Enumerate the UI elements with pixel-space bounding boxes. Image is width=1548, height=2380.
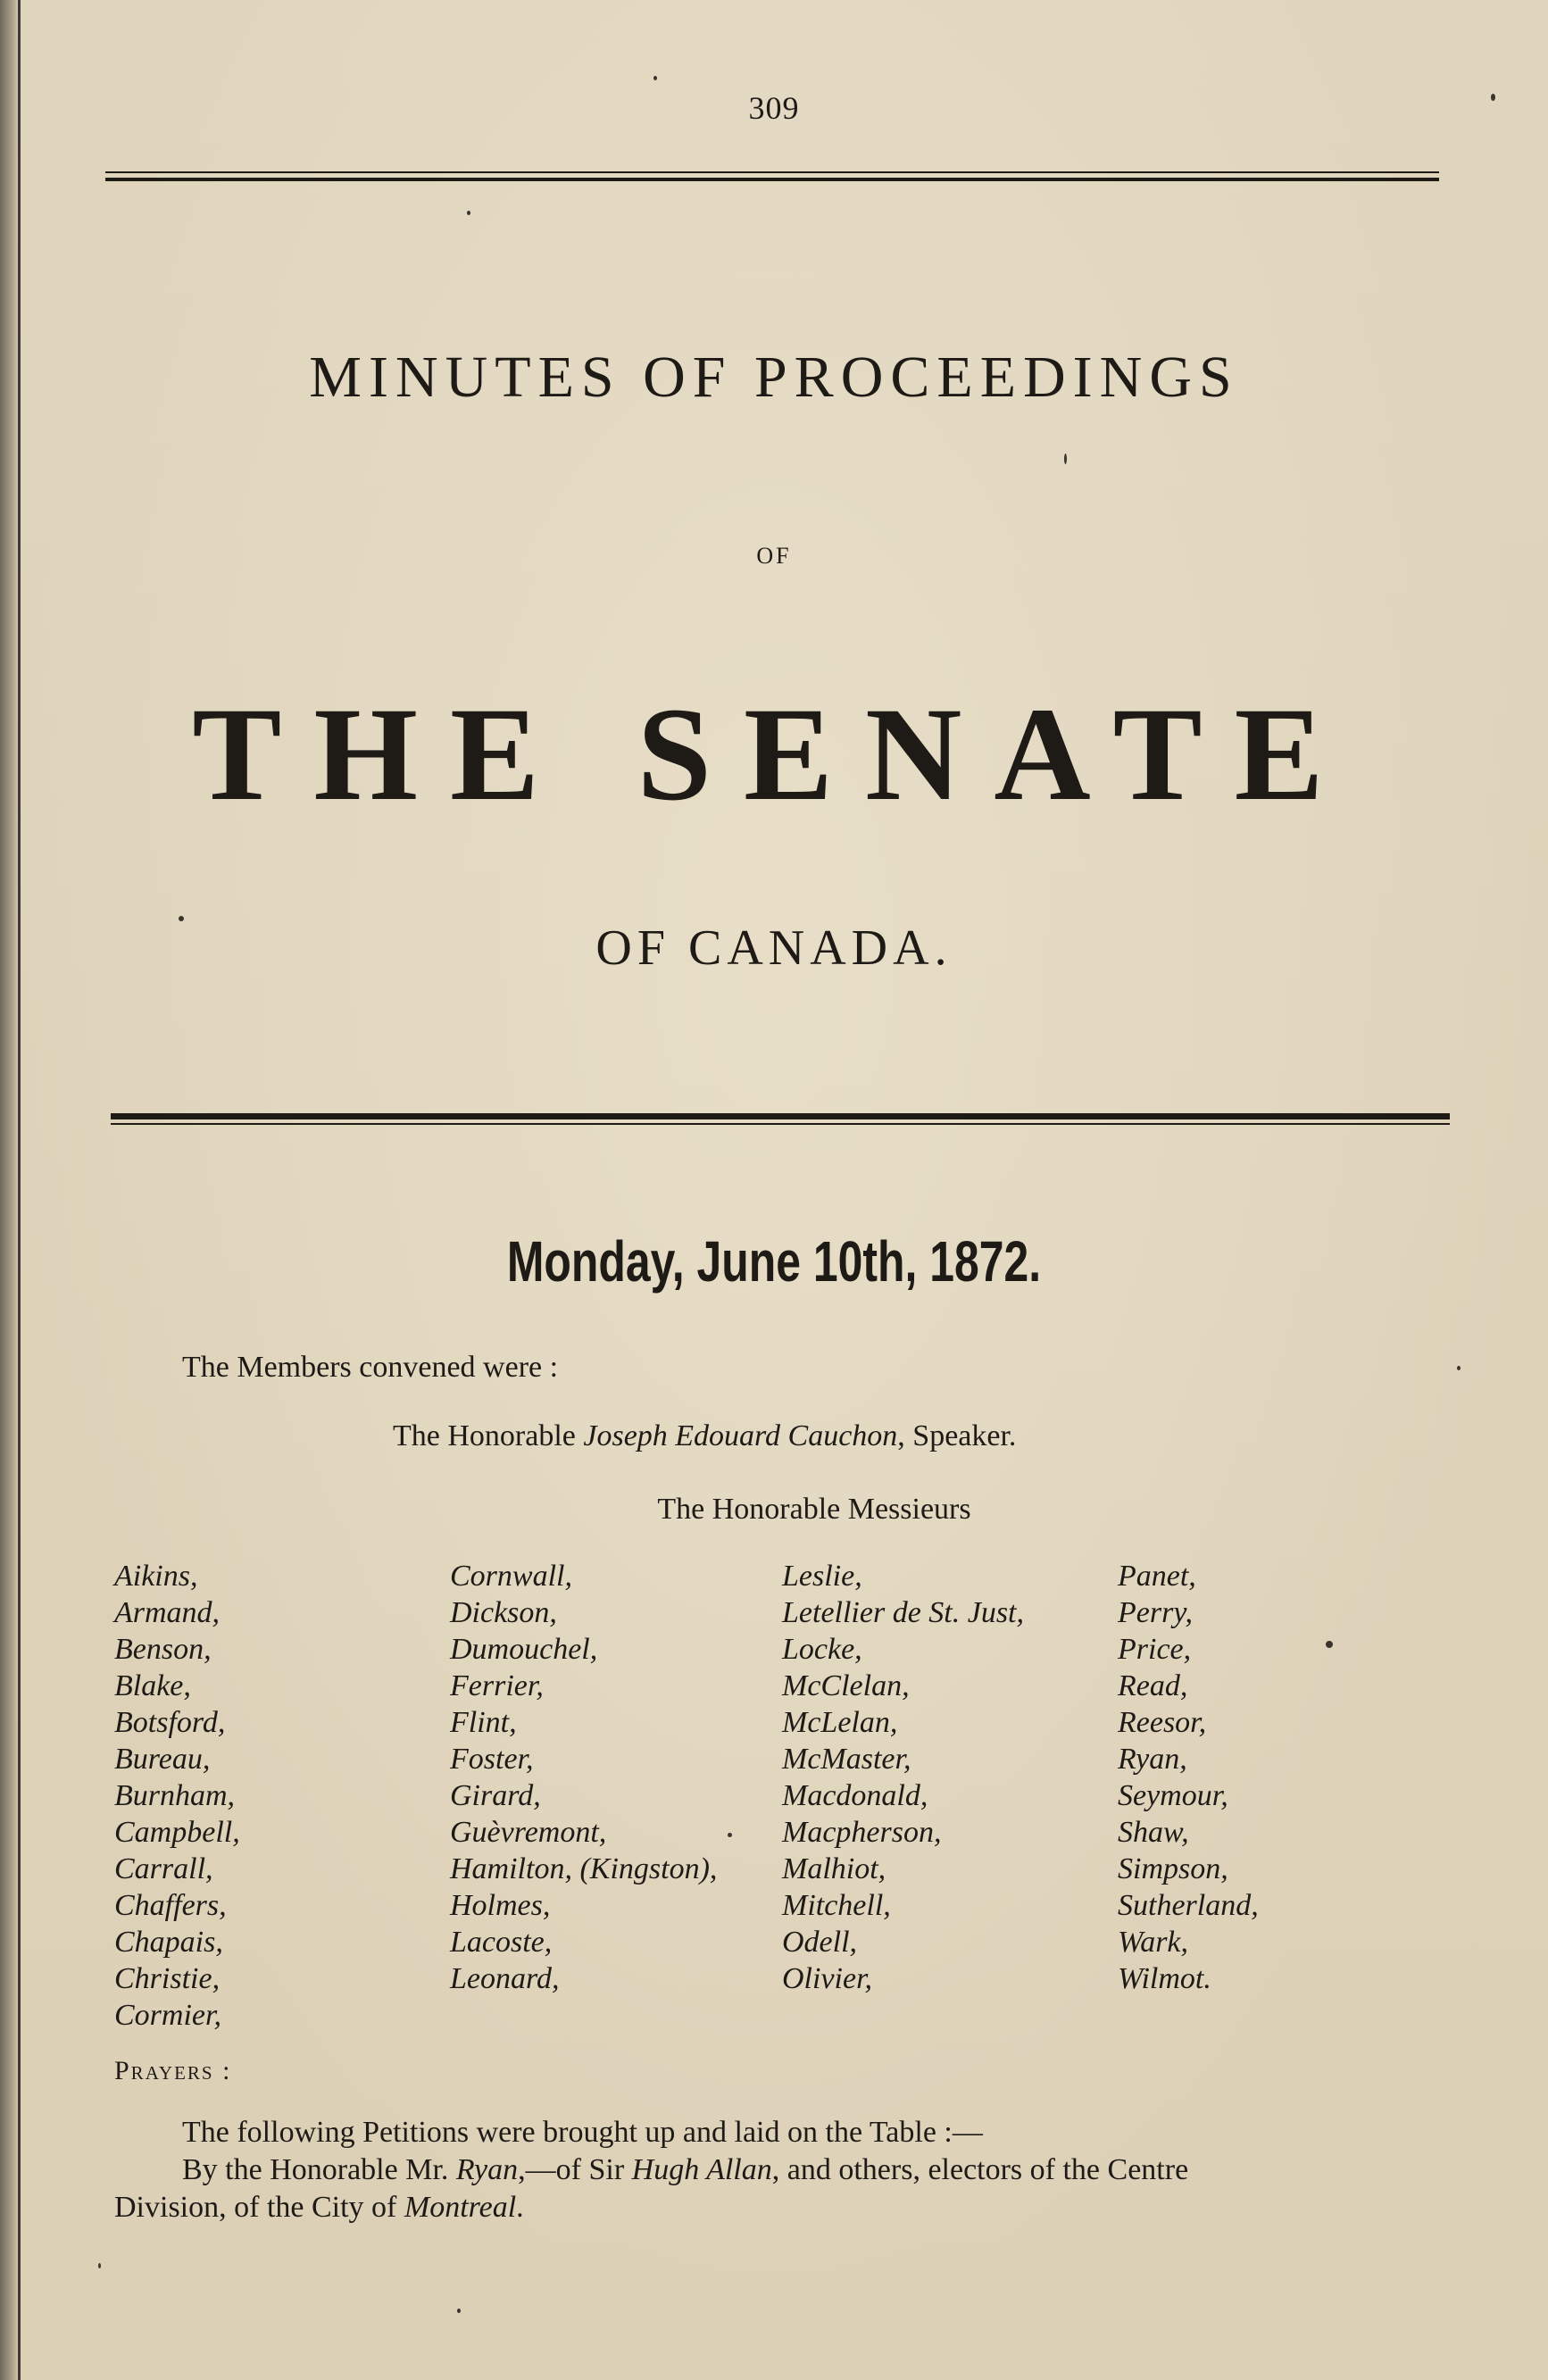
top-rule-thin [105,171,1439,173]
member-name: Christie, [114,1962,221,1995]
member-name: Ferrier, [450,1669,544,1702]
member-name: Olivier, [782,1962,873,1995]
member-name: Benson, [114,1633,212,1666]
members-column-2 [450,1558,717,1997]
member-name: Cornwall, [450,1560,572,1593]
speaker-name: Joseph Edouard Cauchon [583,1419,898,1452]
member-name: Reesor, [1118,1706,1207,1739]
member-name: McLelan, [782,1706,898,1739]
member-name: Chapais, [114,1926,223,1959]
member-name: McClelan, [782,1669,910,1702]
title-bottom-rule [111,1113,1450,1119]
members-column-3 [782,1558,1024,1997]
title-minutes-of-proceedings: MINUTES OF PROCEEDINGS [309,345,1239,410]
petition-text: , and others, electors of the Centre [771,2153,1189,2186]
title-bottom-rule-hairline [111,1123,1450,1125]
member-name: Mitchell, [782,1889,891,1922]
paper-speck [1491,94,1495,101]
member-name: Girard, [450,1779,541,1812]
member-name: Perry, [1118,1596,1194,1629]
petition-text: Division, of the City of [114,2191,404,2224]
paper-speck [457,2309,461,2313]
prayers-heading: Prayers : [114,2056,232,2085]
paper-speck [653,76,657,80]
member-name: Macpherson, [782,1816,942,1849]
member-name: Aikins, [114,1560,198,1593]
member-name: Shaw, [1118,1816,1189,1849]
members-column-4 [1118,1558,1259,1997]
speaker-line [393,1419,1016,1453]
petition-text: ,—of Sir [518,2153,632,2186]
member-name: Wilmot. [1118,1962,1211,1995]
petition-line [182,2151,1450,2189]
member-name: Leslie, [782,1560,862,1593]
member-name: Botsford, [114,1706,226,1739]
member-name: Macdonald, [782,1779,928,1812]
members-convened-line: The Members convened were : [182,1351,559,1384]
member-name: Odell, [782,1926,858,1959]
member-name: Leonard, [450,1962,560,1995]
paper-speck [98,2263,101,2268]
member-name: Hamilton, (Kingston), [450,1852,718,1885]
member-name: Cormier, [114,1999,221,2032]
petition-text: By the Honorable Mr. [182,2153,456,2186]
paper-speck [728,1833,732,1837]
members-column-1 [114,1558,240,2034]
member-name: Campbell, [114,1816,240,1849]
petition-line-continued [114,2189,524,2226]
member-name: Holmes, [450,1889,551,1922]
speaker-prefix: The Honorable [393,1419,584,1452]
member-name: Malhiot, [782,1852,886,1885]
member-name: Ryan, [1118,1743,1187,1776]
member-name: Chaffers, [114,1889,227,1922]
title-of-canada: OF CANADA. [595,920,953,976]
honorable-messieurs-heading: The Honorable Messieurs [657,1493,971,1526]
member-name: Letellier de St. Just, [782,1596,1025,1629]
petitioner-name: Hugh Allan [631,2153,772,2186]
sitting-date-heading: Monday, June 10th, 1872. [506,1229,1042,1294]
page-number: 309 [748,90,800,126]
member-name: Seymour, [1118,1779,1228,1812]
member-name: Guèvremont, [450,1816,607,1849]
member-name: Burnham, [114,1779,236,1812]
petitions-intro: The following Petitions were brought up and laid on the Table :— [182,2116,983,2149]
member-name: Blake, [114,1669,191,1702]
member-name: Lacoste, [450,1926,553,1959]
member-name: McMaster, [782,1743,911,1776]
petition-city: Montreal [404,2191,517,2224]
paper-speck [1326,1641,1333,1648]
member-name: Armand, [114,1596,221,1629]
member-name: Flint, [450,1706,517,1739]
paper-speck [467,211,470,215]
member-name: Dumouchel, [450,1633,598,1666]
member-name: Panet, [1118,1560,1196,1593]
member-name: Foster, [450,1743,534,1776]
member-name: Price, [1118,1633,1192,1666]
top-rule-thick [105,178,1439,181]
member-name: Bureau, [114,1743,211,1776]
title-the-senate: THE SENATE [192,680,1356,828]
member-name: Simpson, [1118,1852,1228,1885]
member-name: Dickson, [450,1596,557,1629]
title-of: OF [756,543,792,569]
speaker-suffix: , Speaker. [897,1419,1017,1452]
paper-speck [1064,454,1067,464]
member-name: Carrall, [114,1852,213,1885]
member-name: Locke, [782,1633,862,1666]
member-name: Read, [1118,1669,1188,1702]
petition-text: . [516,2191,524,2224]
paper-speck [1457,1366,1461,1370]
member-name: Wark, [1118,1926,1189,1959]
paper-speck [179,916,184,921]
member-name: Sutherland, [1118,1889,1259,1922]
petition-senator-name: Ryan [455,2153,519,2186]
